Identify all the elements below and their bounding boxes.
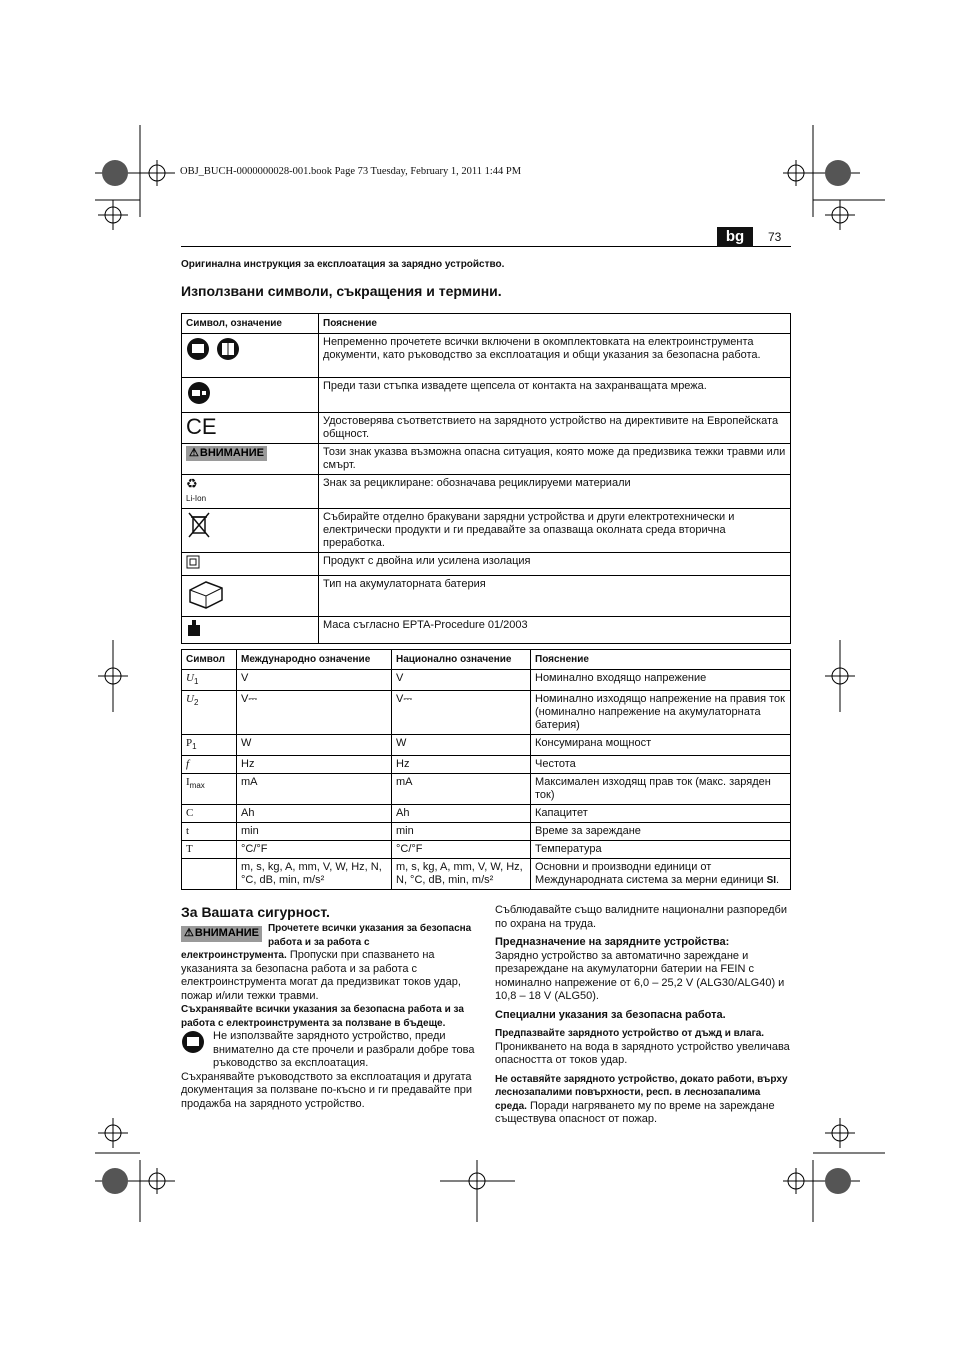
rain-bold: Предпазвайте зарядното устройство от дъжд и влага. xyxy=(495,1028,765,1039)
warning-label: ⚠ ВНИМАНИЕ xyxy=(181,926,262,942)
table-cell: W xyxy=(392,735,531,756)
table-cell: Този знак указва възможна опасна ситуация, която може да предизвика тежки травми или смърт. xyxy=(319,444,791,475)
crossed-bin-icon xyxy=(186,511,212,539)
description-text: Време за зареждане xyxy=(535,825,641,838)
flammable-text: Поради нагряването му по време на зареждане съществува опасност от пожар. xyxy=(495,1099,775,1125)
table-cell: V xyxy=(392,670,531,691)
table-cell: m, s, kg, A, mm, V, W, Hz, N, °C, dB, min, m/s² xyxy=(392,859,531,890)
symbol-text: I xyxy=(186,776,190,789)
table-cell: Непременно прочетете всички включени в окомплектовката на електроинструмента документи, като ръководство за експлоатация и общи указания за безопасна работа. xyxy=(319,334,791,378)
safety-left-column xyxy=(181,922,476,1111)
table-cell: Събирайте отделно бракувани зарядни устройства и други електротехнически и електрически продукти и ги предавайте за опазваща околната среда вторична преработка. xyxy=(319,509,791,553)
table-row xyxy=(182,735,791,756)
table-cell xyxy=(531,756,791,774)
table-cell: Ah xyxy=(392,805,531,823)
table-cell: Ah xyxy=(237,805,392,823)
table-row xyxy=(182,756,791,774)
table-cell xyxy=(531,735,791,756)
table-row xyxy=(182,841,791,859)
symbol-subscript: max xyxy=(189,781,205,791)
symbols-table xyxy=(181,313,791,644)
table-cell: Маса съгласно EPTA-Procedure 01/2003 xyxy=(319,617,791,644)
table-row xyxy=(182,691,791,735)
symbol-cell xyxy=(182,475,319,509)
description-text: Номинално изходящо напрежение на правия ток (номинално напрежение на акумулаторната батерия) xyxy=(535,693,785,732)
description-tail: . xyxy=(776,874,780,887)
warn-text: Пропуски при спазването на указанията за безопасна работа и за работа с електроинструмента могат да предизвикат токов удар, пожар и/или тежки травми. xyxy=(181,949,461,1002)
read-manual-icon xyxy=(186,336,242,362)
table-cell: V⎓ xyxy=(392,691,531,735)
table-cell: m, s, kg, A, mm, V, W, Hz, N, °C, dB, min, m/s² xyxy=(237,859,392,890)
symbol-cell xyxy=(182,841,237,859)
table-cell: Hz xyxy=(392,756,531,774)
safety-right-column xyxy=(495,904,791,1127)
keep-instructions-text: Съхранявайте всички указания за безопасна работа и за работа с електроинструмента за ползване в бъдеще. xyxy=(181,1004,464,1029)
symbol-text: U xyxy=(186,672,194,684)
book-info-line: OBJ_BUCH-0000000028-001.book Page 73 Tuesday, February 1, 2011 1:44 PM xyxy=(180,166,522,177)
table-row xyxy=(182,774,791,805)
ce-mark: CE xyxy=(186,414,217,439)
table-cell: °C/°F xyxy=(237,841,392,859)
table-row xyxy=(182,805,791,823)
header-rule xyxy=(181,246,791,247)
section-title-symbols: Използвани символи, съкращения и термини. xyxy=(181,283,502,299)
symbol-cell xyxy=(182,774,237,805)
table-cell: Знак за рециклиране: обозначава рециклируеми материали xyxy=(319,475,791,509)
table-cell: Продукт с двойна или усилена изолация xyxy=(319,553,791,576)
symbol-subscript: 1 xyxy=(192,742,197,752)
symbol-cell xyxy=(182,378,319,413)
units-table xyxy=(181,649,791,890)
symbol-cell xyxy=(182,576,319,617)
table-cell xyxy=(531,670,791,691)
table-row xyxy=(182,823,791,841)
symbol-cell xyxy=(182,509,319,553)
table-header: Символ, означение xyxy=(182,314,319,334)
recycle-icon: ♻ xyxy=(186,476,198,491)
page-number: 73 xyxy=(768,230,782,244)
symbol-subscript: 2 xyxy=(193,698,199,708)
warn-bold-text-2: електроинструмента. xyxy=(181,950,287,961)
table-cell: mA xyxy=(237,774,392,805)
read-manual-icon xyxy=(181,1030,205,1054)
description-text: Основни и производни единици от Международната система за мерни единици xyxy=(535,861,764,887)
symbol-text: t xyxy=(186,825,190,838)
symbol-text: f xyxy=(186,758,190,771)
table-row xyxy=(182,859,791,890)
rain-text: Проникването на вода в зарядното устройство увеличава опасността от токов удар. xyxy=(495,1040,790,1066)
table-cell: min xyxy=(237,823,392,841)
table-cell: W xyxy=(237,735,392,756)
table-cell: mA xyxy=(392,774,531,805)
description-bold: SI xyxy=(766,875,777,887)
safety-title: За Вашата сигурност. xyxy=(181,904,330,920)
table-row xyxy=(182,670,791,691)
table-header: Символ xyxy=(182,650,237,670)
symbol-cell xyxy=(182,756,237,774)
table-cell xyxy=(531,841,791,859)
symbol-cell xyxy=(182,691,237,735)
symbol-text: C xyxy=(186,807,194,820)
description-text: Максимален изходящ прав ток (макс. заряден ток) xyxy=(535,776,771,802)
description-text: Честота xyxy=(535,758,576,771)
table-header: Международно означение xyxy=(237,650,392,670)
symbol-cell xyxy=(182,859,237,890)
symbol-text: P xyxy=(186,737,193,750)
battery-pack-icon xyxy=(186,578,226,610)
manual-text: Не използвайте зарядното устройство, преди внимателно да сте прочели и разбрали добре това ръководство за експлоатация. xyxy=(213,1030,475,1069)
table-cell xyxy=(531,774,791,805)
description-text: Консумирана мощност xyxy=(535,737,652,750)
description-text: Номинално входящо напрежение xyxy=(535,672,707,684)
description-text: Капацитет xyxy=(535,807,588,820)
table-cell: Тип на акумулаторната батерия xyxy=(319,576,791,617)
symbol-cell xyxy=(182,553,319,576)
table-cell xyxy=(531,805,791,823)
table-cell: Удостоверява съответствието на зарядното устройство на директивите на Европейската общност. xyxy=(319,413,791,444)
symbol-cell xyxy=(182,617,319,644)
table-header: Национално означение xyxy=(392,650,531,670)
symbol-cell xyxy=(182,444,319,475)
warn-bold-text: Прочетете всички указания за безопасна работа и за работа с xyxy=(267,923,472,948)
symbol-text: T xyxy=(186,843,193,856)
flammable-bold: Не оставяйте зарядното устройство, докато работи, върху леснозапалими повърхности, респ. в леснозапалима среда. xyxy=(495,1073,788,1112)
table-cell: min xyxy=(392,823,531,841)
table-header: Пояснение xyxy=(319,314,791,334)
symbol-cell xyxy=(182,735,237,756)
regulations-text: Съблюдавайте също валидните национални разпоредби по охрана на труда. xyxy=(495,904,787,930)
table-cell xyxy=(531,691,791,735)
symbol-cell xyxy=(182,823,237,841)
symbol-subscript: 1 xyxy=(193,677,199,687)
table-header: Пояснение xyxy=(531,650,791,670)
symbol-cell xyxy=(182,413,319,444)
description-text: Температура xyxy=(535,843,602,856)
table-cell: Преди тази стъпка извадете щепсела от контакта на захранващата мрежа. xyxy=(319,378,791,413)
table-cell: °C/°F xyxy=(392,841,531,859)
table-cell: V⎓ xyxy=(237,691,392,735)
unplug-icon xyxy=(186,380,212,406)
double-insulation-icon xyxy=(186,555,200,569)
li-ion-label: Li-Ion xyxy=(186,494,207,503)
table-cell xyxy=(531,823,791,841)
store-text: Съхранявайте ръководството за експлоатация и другата документация за ползване по-късно и ги предавайте при продажба на зарядното устройство. xyxy=(181,1070,473,1110)
special-title: Специални указания за безопасна работа. xyxy=(495,1008,726,1021)
weight-icon xyxy=(186,619,202,637)
purpose-text: Зарядно устройство за автоматично зареждане и презареждане на акумулаторни батерии на FEIN с номинално напрежение от 6,0 – 25,2 V (ALG30/ALG40) и 10,8 – 18 V (ALG50). xyxy=(495,949,785,1002)
symbol-cell xyxy=(182,334,319,378)
purpose-title: Предназначение на зарядните устройства: xyxy=(495,936,730,948)
symbol-text: U xyxy=(186,693,194,706)
table-cell: V xyxy=(237,670,392,691)
intro-line: Оригинална инструкция за експлоатация за зарядно устройство. xyxy=(181,259,505,270)
symbol-cell xyxy=(182,670,237,691)
symbol-cell xyxy=(182,805,237,823)
table-cell: Hz xyxy=(237,756,392,774)
warning-label: ⚠ ВНИМАНИЕ xyxy=(186,446,267,461)
table-cell xyxy=(531,859,791,890)
language-tag: bg xyxy=(717,227,753,247)
